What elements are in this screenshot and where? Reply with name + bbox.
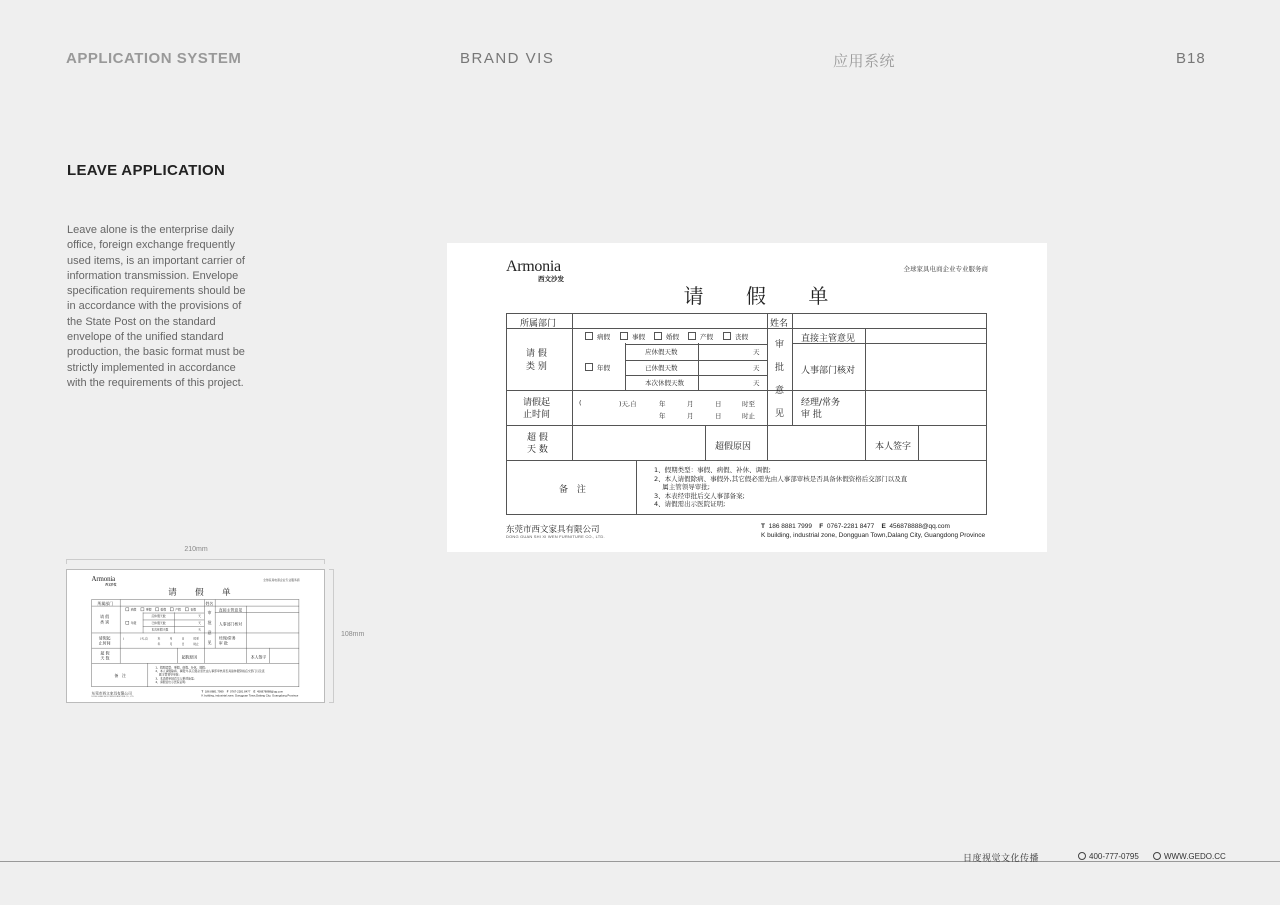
form-title: 请 假 单 <box>683 284 847 308</box>
remark-note: 2、本人请假除病、事假外,其它假必需先由人事部审核是否具备休假资格后交部门以及直 <box>654 474 908 483</box>
company-address: K building, industrial zone, Dongguan Town,Dalang City, Guangdong Province <box>761 532 986 539</box>
label-manager-approval: 经理/常务 审 批 <box>218 636 236 646</box>
approval-char: 见 <box>775 409 785 419</box>
dimension-height-label: 108mm <box>341 631 365 638</box>
label-supervisor-opinion: 直接主管意见 <box>801 334 856 344</box>
label-manager-approval: 经理/常务 审 批 <box>801 398 841 420</box>
period-token: 月 <box>687 412 694 420</box>
label-leave-type: 请 假 类 别 <box>100 614 110 625</box>
annual-leave-label: 年假 <box>597 364 610 372</box>
leave-type-checkbox[interactable] <box>170 608 173 611</box>
label-leave-type: 请 假 类 别 <box>526 349 547 372</box>
dimension-height-line <box>329 569 334 703</box>
remark-note: 3、本表经审批后交人事部备案; <box>654 491 745 500</box>
period-token: 年 <box>157 637 161 641</box>
period-token: 年 <box>157 642 161 646</box>
annual-row-unit: 天 <box>198 614 201 619</box>
remark-note: 1、假期类型：事假、病假、补休、调假; <box>654 466 771 474</box>
period-token: 时止 <box>193 642 199 646</box>
annual-leave-checkbox[interactable] <box>126 621 129 624</box>
leave-type-label: 事假 <box>145 608 152 612</box>
contact-line: T 186 8881 7999 F 0767-2281 8477 E 456878888@qq.com <box>201 690 284 694</box>
company-name-en: DONG GUAN SHI XI WEN FURNITURE CO., LTD. <box>91 695 135 698</box>
leave-type-label: 病假 <box>130 608 137 612</box>
remark-note: 属主管领导审批; <box>155 673 180 677</box>
leave-type-checkbox[interactable] <box>126 608 129 611</box>
leave-type-label: 产假 <box>700 333 713 341</box>
contact-line: T 186 8881 7999 F 0767-2281 8477 E 456878888@qq.com <box>761 523 950 530</box>
period-token: ( <box>579 399 582 407</box>
label-department: 所属部门 <box>97 601 114 607</box>
header-brand-vis: BRAND VIS <box>460 50 555 67</box>
leave-type-label: 丧假 <box>190 608 196 612</box>
period-token: ( <box>122 636 125 641</box>
period-token: 日 <box>181 642 185 646</box>
form-tagline: 全球家具电商企业专业服务商 <box>263 578 300 583</box>
annual-row-label: 本次休假天数 <box>151 627 169 632</box>
label-overdue-days: 超 假 天 数 <box>100 651 110 661</box>
leave-type-label: 丧假 <box>735 333 748 341</box>
leave-form-thumbnail <box>66 569 325 703</box>
period-token: 日 <box>715 400 722 408</box>
leave-type-checkbox[interactable] <box>155 608 158 611</box>
annual-leave-label: 年假 <box>130 621 137 625</box>
label-remarks: 备 注 <box>114 673 128 679</box>
period-token: 月 <box>169 637 173 641</box>
approval-char: 审 <box>775 340 785 350</box>
approval-char: 见 <box>207 640 212 646</box>
brand-logo-en: Armonia <box>506 258 561 275</box>
dimension-width-line <box>66 559 325 564</box>
globe-icon <box>1153 852 1161 860</box>
annual-leave-checkbox[interactable] <box>585 363 593 371</box>
company-address: K building, industrial zone, Dongguan Town,Dalang City, Guangdong Province <box>201 694 299 698</box>
leave-type-checkbox[interactable] <box>723 332 731 340</box>
label-remarks: 备 注 <box>559 485 589 495</box>
label-leave-period: 请假起 止时间 <box>98 636 111 646</box>
leave-type-checkbox[interactable] <box>185 608 188 611</box>
label-overdue-days: 超 假 天 数 <box>527 433 548 455</box>
label-overdue-reason: 超假原因 <box>715 442 752 452</box>
remark-note: 4、请假需出示医院证明; <box>654 500 726 508</box>
label-name: 姓名 <box>770 319 789 329</box>
label-overdue-reason: 超假原因 <box>181 655 198 660</box>
section-title: LEAVE APPLICATION <box>67 162 226 179</box>
leave-type-checkbox[interactable] <box>141 608 144 611</box>
leave-type-label: 事假 <box>632 333 645 341</box>
annual-row-unit: 天 <box>198 621 201 625</box>
period-token: 日 <box>181 637 185 641</box>
remark-note: 2、本人请假除病、事假外,其它假必需先由人事部审核是否具备休假资格后交部门以及直 <box>155 669 265 673</box>
leave-type-label: 婚假 <box>160 608 167 612</box>
period-token: )天,自 <box>619 400 637 408</box>
annual-row-label: 已休假天数 <box>645 364 678 372</box>
label-leave-period: 请假起 止时间 <box>523 398 551 420</box>
brand-logo-en: Armonia <box>91 575 116 583</box>
period-token: )天,自 <box>140 637 148 641</box>
annual-row-label: 应休假天数 <box>645 348 678 356</box>
period-token: 月 <box>687 400 694 408</box>
approval-char: 审 <box>207 611 212 616</box>
leave-type-label: 产假 <box>175 608 181 612</box>
annual-row-unit: 天 <box>753 364 760 372</box>
leave-type-checkbox[interactable] <box>654 332 662 340</box>
footer-website <box>1153 852 1226 861</box>
period-token: 时至 <box>742 400 755 408</box>
period-token: 月 <box>169 642 173 646</box>
leave-form-large <box>447 243 1047 552</box>
footer-phone <box>1078 852 1139 861</box>
section-description: Leave alone is the enterprise daily office, foreign exchange frequently used items, is an important carrier of information transmission. Envelope specification requirements should be in accordance with the provisions of the State Post on the standard envelope of the unified standard production, the basic format must be strictly implemented in accordance with the requirements of this project. <box>67 224 246 389</box>
form-tagline: 全球家具电商企业专业服务商 <box>903 265 988 273</box>
brand-logo-cn: 西文沙发 <box>538 275 564 283</box>
footer-phone-number: 400-777-0795 <box>1089 852 1139 861</box>
label-signature: 本人签字 <box>250 655 267 660</box>
annual-row-label: 已休假天数 <box>151 621 166 625</box>
period-token: 年 <box>659 412 666 420</box>
leave-type-checkbox[interactable] <box>585 332 593 340</box>
leave-type-checkbox[interactable] <box>620 332 628 340</box>
label-hr-check: 人事部门核对 <box>801 366 856 376</box>
approval-char: 意 <box>207 631 212 636</box>
header-app-system: APPLICATION SYSTEM <box>66 50 242 67</box>
header-page-number: B18 <box>1176 50 1206 67</box>
company-name-en: DONG GUAN SHI XI WEN FURNITURE CO., LTD. <box>506 534 605 539</box>
period-token: 年 <box>659 400 666 408</box>
annual-row-label: 本次休假天数 <box>645 379 684 387</box>
period-token: 时至 <box>193 637 199 641</box>
label-department: 所属部门 <box>520 319 557 329</box>
remark-note: 4、请假需出示医院证明; <box>155 680 187 684</box>
header-app-system-cn: 应用系统 <box>833 53 896 70</box>
annual-row-unit: 天 <box>198 627 201 632</box>
remark-note: 1、假期类型：事假、病假、补休、调假; <box>155 665 206 670</box>
annual-row-unit: 天 <box>753 379 760 387</box>
label-hr-check: 人事部门核对 <box>218 622 243 627</box>
label-name: 姓名 <box>205 601 214 607</box>
annual-row-label: 应休假天数 <box>151 614 166 619</box>
label-supervisor-opinion: 直接主管意见 <box>218 608 243 613</box>
footer-website-url: WWW.GEDO.CC <box>1164 852 1226 861</box>
period-token: 时止 <box>742 412 755 420</box>
annual-row-unit: 天 <box>753 348 760 356</box>
leave-type-checkbox[interactable] <box>688 332 696 340</box>
leave-type-label: 婚假 <box>666 333 679 341</box>
company-name-cn: 东莞市西文家具有限公司 <box>506 525 600 535</box>
brand-logo-cn: 西文沙发 <box>105 582 117 587</box>
leave-type-label: 病假 <box>597 333 610 341</box>
phone-icon <box>1078 852 1086 860</box>
company-name-cn: 东莞市西文家具有限公司 <box>91 691 132 696</box>
form-title: 请 假 单 <box>168 586 239 598</box>
remark-note: 属主管领导审批; <box>654 483 710 491</box>
approval-char: 意 <box>775 386 785 396</box>
approval-char: 批 <box>207 621 212 626</box>
label-signature: 本人签字 <box>875 442 912 452</box>
footer-brand: 日度视觉文化传播 <box>963 854 1040 864</box>
approval-char: 批 <box>775 363 785 373</box>
footer-divider <box>0 861 1280 862</box>
dimension-width-label: 210mm <box>184 546 208 553</box>
remark-note: 3、本表经审批后交人事部备案; <box>155 676 195 681</box>
period-token: 日 <box>715 412 722 420</box>
